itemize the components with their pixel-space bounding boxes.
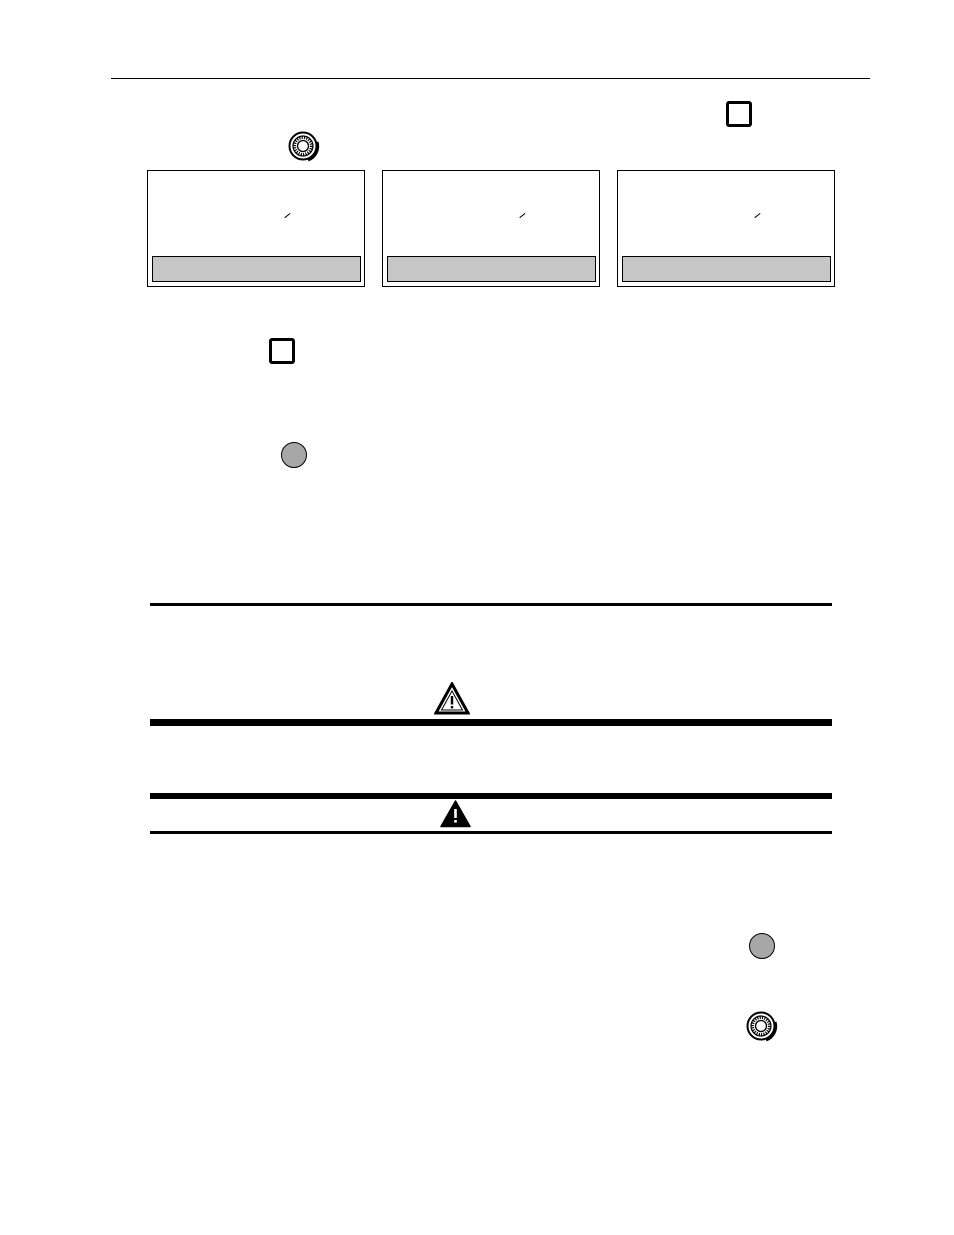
lcd-display-2 (382, 170, 600, 287)
lcd-display-3 (617, 170, 835, 287)
lcd-status-bar (622, 256, 831, 282)
header-rule (111, 78, 870, 79)
warning-top-rule (150, 793, 832, 799)
lcd-status-bar (387, 256, 596, 282)
lcd-status-bar (152, 256, 361, 282)
dial-knob-icon (745, 1010, 779, 1044)
caution-bottom-rule (150, 719, 832, 726)
round-button-icon (749, 933, 775, 959)
lcd-cursor-mark (519, 213, 525, 218)
round-button-icon (281, 442, 307, 468)
dial-knob-icon (287, 130, 321, 164)
square-button-icon (726, 101, 752, 127)
warning-triangle-icon (440, 800, 471, 828)
caution-triangle-icon (434, 682, 470, 715)
lcd-cursor-mark (754, 213, 760, 218)
lcd-display-1 (147, 170, 365, 287)
caution-top-rule (150, 603, 832, 606)
square-button-icon (269, 338, 295, 364)
warning-bottom-rule (150, 831, 832, 834)
lcd-cursor-mark (284, 213, 290, 218)
